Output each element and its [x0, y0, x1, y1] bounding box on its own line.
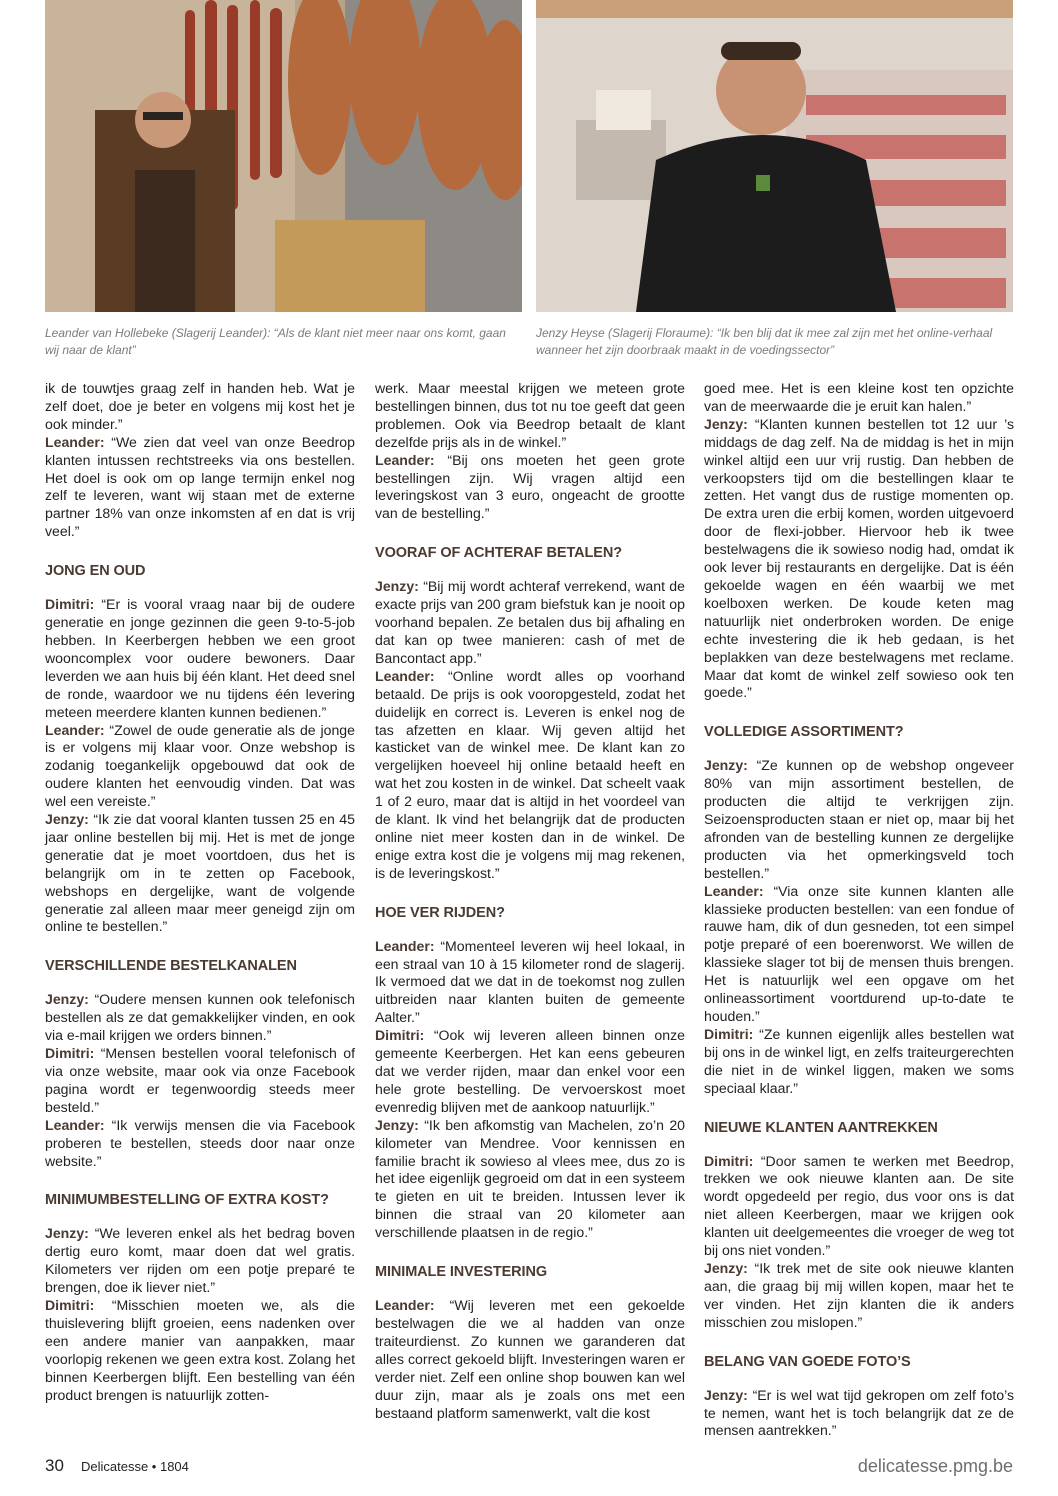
article-paragraph	[375, 578, 685, 668]
article-paragraph	[375, 380, 685, 452]
paragraph-text: ik de touwtjes graag zelf in handen heb. Wat je zelf doet, doe je beter en volgens mij kost het je ook minder.”	[45, 380, 355, 432]
page-footer	[45, 1456, 1013, 1480]
speaker-name: Leander:	[45, 433, 105, 450]
photo-butcher-leander	[45, 0, 522, 312]
article-paragraph	[45, 1225, 355, 1297]
paragraph-text: “Door samen te werken met Beedrop, trekken we ook nieuwe klanten aan. De site wordt opgedeeld per regio, dus voor ons is dat niet alleen Keerbergen, maar we krijgen ook klanten uit deelgemeentes die vroeger de weg tot bij ons niet vonden.”	[704, 1152, 1014, 1259]
paragraph-text: werk. Maar meestal krijgen we meteen grote bestellingen binnen, dus tot nu toe geeft dat geen problemen. Ook via Beedrop betaalt de klant dezelfde prijs als in de winkel.”	[375, 380, 685, 450]
article-paragraph	[704, 1387, 1014, 1441]
speaker-name: Leander:	[45, 721, 105, 738]
article-paragraph	[45, 722, 355, 812]
paragraph-text: “Er is vooral vraag naar bij de oudere generatie en jonge gezinnen die geen 9-to-5-job hebben. In Keerbergen hebben we een groot wooncomplex voor oudere bewoners. Daar leverden we aan huis bij één klant. Het deed snel de ronde, waardoor we nu tijdens één levering meteen meerdere klanten kunnen bedienen.”	[45, 596, 355, 720]
paragraph-text: “Ik ben afkomstig van Machelen, zo’n 20 kilometer van Mendree. Voor kennissen en familie bracht ik sowieso al vlees mee, dus zo is het idee eigenlijk gegroeid om dat in een systeem te gieten en uit te breiden. Intussen lever ik binnen die straal van 20 kilometer aan verschillende plaatsen in de regio.”	[375, 1116, 685, 1241]
speaker-name: Jenzy:	[45, 991, 89, 1008]
photo-butcher-jenzy	[536, 0, 1013, 312]
speaker-name: Jenzy:	[375, 578, 419, 595]
page-number: 30	[45, 1456, 64, 1475]
article-column-3	[704, 380, 1014, 1440]
paragraph-text: “Online wordt alles op voorhand betaald. De prijs is ook vooropgesteld, zodat het duidelijk en correct is. Leveren is enkel nog de tas afzetten en klaar. Wij geven altijd het kasticket van de winkel mee. De klant kan zo vergelijken hoeveel hij online betaald heeft en wat het zou kosten in de winkel. Dat scheelt vaak 1 of 2 euro, maar dat is altijd in het voordeel van de klant. Ik vind het belangrijk dat de producten online niet meer kosten dan in de winkel. De enige extra kost die je volgens mij mag rekenen, is de leveringskost.”	[375, 667, 685, 881]
speaker-name: Jenzy:	[704, 1259, 748, 1276]
article-paragraph	[45, 1297, 355, 1404]
article-paragraph	[45, 1117, 355, 1171]
article-paragraph	[704, 757, 1014, 882]
article-paragraph	[45, 1045, 355, 1117]
section-heading: JONG EN OUD	[45, 563, 146, 580]
paragraph-text: “Ik trek met de site ook nieuwe klanten aan, die graag bij mij willen kopen, maar het te ver vinden. Het zijn klanten die ik anders misschien zou mislopen.”	[704, 1259, 1014, 1330]
article-column-1	[45, 380, 355, 1405]
paragraph-text: “Ook wij leveren alleen binnen onze gemeente Keerbergen. Het kan eens gebeuren dat we verder rijden, maar dan enkel voor een hele grote bestelling. De vervoerskost moet evenredig blijven met de aankoop natuurlijk.”	[375, 1027, 685, 1115]
speaker-name: Jenzy:	[45, 811, 89, 828]
article-paragraph	[704, 883, 1014, 1026]
paragraph-text: “Wij leveren met een gekoelde bestelwagen die we al hadden van onze traiteurdienst. Zo kunnen we garanderen dat alles correct gekoeld blijft. Investeringen waren er verder niet. Zelf een online shop bouwen kan wel duur zijn, maar als je zoals ons met een bestaand platform samenwerkt, valt die kost	[375, 1297, 685, 1421]
speaker-name: Dimitri:	[45, 1045, 95, 1062]
magazine-issue: Delicatesse • 1804	[81, 1459, 189, 1474]
article-paragraph	[45, 434, 355, 541]
speaker-name: Leander:	[45, 1116, 105, 1133]
speaker-name: Leander:	[375, 1297, 435, 1314]
section-heading: BELANG VAN GOEDE FOTO’S	[704, 1353, 911, 1370]
paragraph-text: “Ze kunnen op de webshop ongeveer 80% van mijn assortiment bestellen, de producten die altijd te verkrijgen zijn. Seizoensproducten staan er niet op, maar bij het afronden van de bestelling kunnen ze dergelijke producten via het opmerkingsveld toch bestellen.”	[704, 757, 1014, 881]
paragraph-text: “Via onze site kunnen klanten alle klassieke producten bestellen: van een fondue of rauwe ham, dik of dun gesneden, tot een simpel potje preparé of een boerenworst. We willen de klassieke slager tot bij de mensen thuis brengen. Het is natuurlijk wel een opgave om het onlineassortiment voortdurend up-to-date te houden.”	[704, 882, 1014, 1024]
article-paragraph	[704, 416, 1014, 703]
photo-caption-right: Jenzy Heyse (Slagerij Floraume): “Ik ben blij dat ik mee zal zijn met het online-verhaal wanneer het zijn doorbraak maakt in de voedingssector”	[536, 326, 993, 357]
speaker-name: Dimitri:	[375, 1027, 425, 1044]
paragraph-text: “Er is wel wat tijd gekropen om zelf foto’s te nemen, want het is toch belangrijk dat ze de mensen aantrekken.”	[704, 1386, 1014, 1439]
section-heading: VOORAF OF ACHTERAF BETALEN?	[375, 545, 623, 562]
speaker-name: Jenzy:	[704, 757, 748, 774]
speaker-name: Leander:	[375, 667, 435, 684]
article-paragraph	[375, 1117, 685, 1242]
speaker-name: Jenzy:	[45, 1225, 89, 1242]
article-paragraph	[45, 991, 355, 1045]
speaker-name: Dimitri:	[704, 1152, 754, 1169]
article-paragraph	[375, 1297, 685, 1422]
speaker-name: Dimitri:	[45, 1297, 95, 1314]
speaker-name: Leander:	[704, 882, 764, 899]
paragraph-text: “We leveren enkel als het bedrag boven dertig euro komt, maar doen dat wel gratis. Kilometers ver rijden om een potje preparé te brengen, doe ik liever niet.”	[45, 1225, 355, 1296]
paragraph-text: “Ik verwijs mensen die via Facebook proberen te bestellen, steeds door naar onze website.”	[45, 1116, 355, 1169]
paragraph-text: “Ze kunnen eigenlijk alles bestellen wat bij ons in de winkel ligt, en zelfs traiteurgerechten die niet in de winkel liggen, maken we soms speciaal klaar.”	[704, 1025, 1014, 1096]
paragraph-text: “Bij mij wordt achteraf verrekend, want de exacte prijs van 200 gram biefstuk kan je nooit op voorhand bepalen. Ze betalen dus bij afhaling en dat kan op twee manieren: cash of met de Bancontact app.”	[375, 578, 685, 666]
article-paragraph	[704, 1260, 1014, 1332]
website-link[interactable]: delicatesse.pmg.be	[857, 1456, 1013, 1476]
speaker-name: Jenzy:	[375, 1116, 419, 1133]
article-paragraph	[704, 1153, 1014, 1260]
speaker-name: Dimitri:	[704, 1025, 754, 1042]
article-paragraph	[45, 380, 355, 434]
paragraph-text: “Mensen bestellen vooral telefonisch of via onze website, maar ook via onze Facebook pagina wordt er tegenwoordig steeds meer besteld.”	[45, 1045, 355, 1115]
paragraph-text: “We zien dat veel van onze Beedrop klanten intussen rechtstreeks via ons bestellen. Het doel is ook om op lange termijn enkel nog zelf te leveren, want wij staan met de externe partner 18% van onze inkomsten af en dat is vrij veel.”	[45, 433, 355, 540]
paragraph-text: “Misschien moeten we, als die thuislevering blijft groeien, eens nadenken over een andere manier van aanpakken, maar voorlopig rekenen we geen extra kost. Zolang het binnen Keerbergen blijft. Een bestelling van één product brengen is natuurlijk zotten-	[45, 1297, 355, 1403]
section-heading: VOLLEDIGE ASSORTIMENT?	[704, 724, 904, 741]
speaker-name: Jenzy:	[704, 415, 748, 432]
section-heading: VERSCHILLENDE BESTELKANALEN	[45, 958, 297, 975]
section-heading: MINIMALE INVESTERING	[375, 1264, 548, 1281]
photo-caption-left: Leander van Hollebeke (Slagerij Leander): “Als de klant niet meer naar ons komt, gaan wij naar de klant”	[45, 326, 506, 357]
section-heading: NIEUWE KLANTEN AANTREKKEN	[704, 1119, 938, 1136]
article-column-2	[375, 380, 685, 1422]
paragraph-text: goed mee. Het is een kleine kost ten opzichte van de meerwaarde die je eruit kan halen.”	[704, 380, 1014, 414]
article-paragraph	[704, 1026, 1014, 1098]
paragraph-text: “Zowel de oude generatie als de jonge is er volgens mij klaar voor. Onze webshop is zodanig toegankelijk opgebouwd dat ook de oudere klanten het eenvoudig vinden. Dat was wel een vereiste.”	[45, 721, 355, 810]
paragraph-text: “Momenteel leveren wij heel lokaal, in een straal van 10 à 15 kilometer rond de slagerij. Ik vermoed dat we dat in de toekomst nog zullen uitbreiden naar klanten buiten de gemeente Aalter.”	[375, 937, 685, 1026]
paragraph-text: “Bij ons moeten het geen grote bestellingen zijn. Wij vragen altijd een leveringskost van 3 euro, ongeacht de grootte van de bestelling.”	[375, 451, 685, 522]
section-heading: MINIMUMBESTELLING OF EXTRA KOST?	[45, 1192, 329, 1209]
article-paragraph	[375, 1027, 685, 1117]
article-paragraph	[375, 452, 685, 524]
speaker-name: Jenzy:	[704, 1386, 748, 1403]
paragraph-text: “Klanten kunnen bestellen tot 12 uur ’s middags de dag zelf. Na de middag is het in mijn winkel altijd een uur vrij rustig. Dan hebben de verkoopsters tijd om die bestellingen klaar te zetten. Het vangt dus de rustige momenten op. De extra uren die erbij komen, worden uitgevoerd door de flexi-jobber. Hiervoor heb ik twee bestelwagens die ik sowieso nodig had, omdat ik ook lever bij restaurants en dergelijke. Dat is één gekoelde wagen en één waarbij we met koelboxen werken. De koude keten mag natuurlijk niet onderbroken worden. De enige echte investering die ik heb gedaan, is het beplakken van deze bestelwagens met reclame. Maar dat komt de winkel zelf sowieso ook ten goede.”	[704, 415, 1014, 701]
paragraph-text: “Ik zie dat vooral klanten tussen 25 en 45 jaar online bestellen bij mij. Het is met de jonge generatie dat je moet voortdoen, dus het is belangrijk om in te zetten op Facebook, webshops en dergelijke, want de volgende generatie zal alleen maar meer geneigd zijn om online te bestellen.”	[45, 811, 355, 935]
article-paragraph	[375, 668, 685, 883]
speaker-name: Dimitri:	[45, 596, 95, 613]
speaker-name: Leander:	[375, 937, 435, 954]
article-paragraph	[704, 380, 1014, 416]
article-paragraph	[45, 811, 355, 936]
section-heading: HOE VER RIJDEN?	[375, 904, 505, 921]
article-paragraph	[375, 938, 685, 1028]
paragraph-text: “Oudere mensen kunnen ook telefonisch bestellen als ze dat gemakkelijker vinden, en ook via e-mail krijgen we orders binnen.”	[45, 991, 355, 1044]
article-paragraph	[45, 596, 355, 721]
speaker-name: Leander:	[375, 451, 435, 468]
